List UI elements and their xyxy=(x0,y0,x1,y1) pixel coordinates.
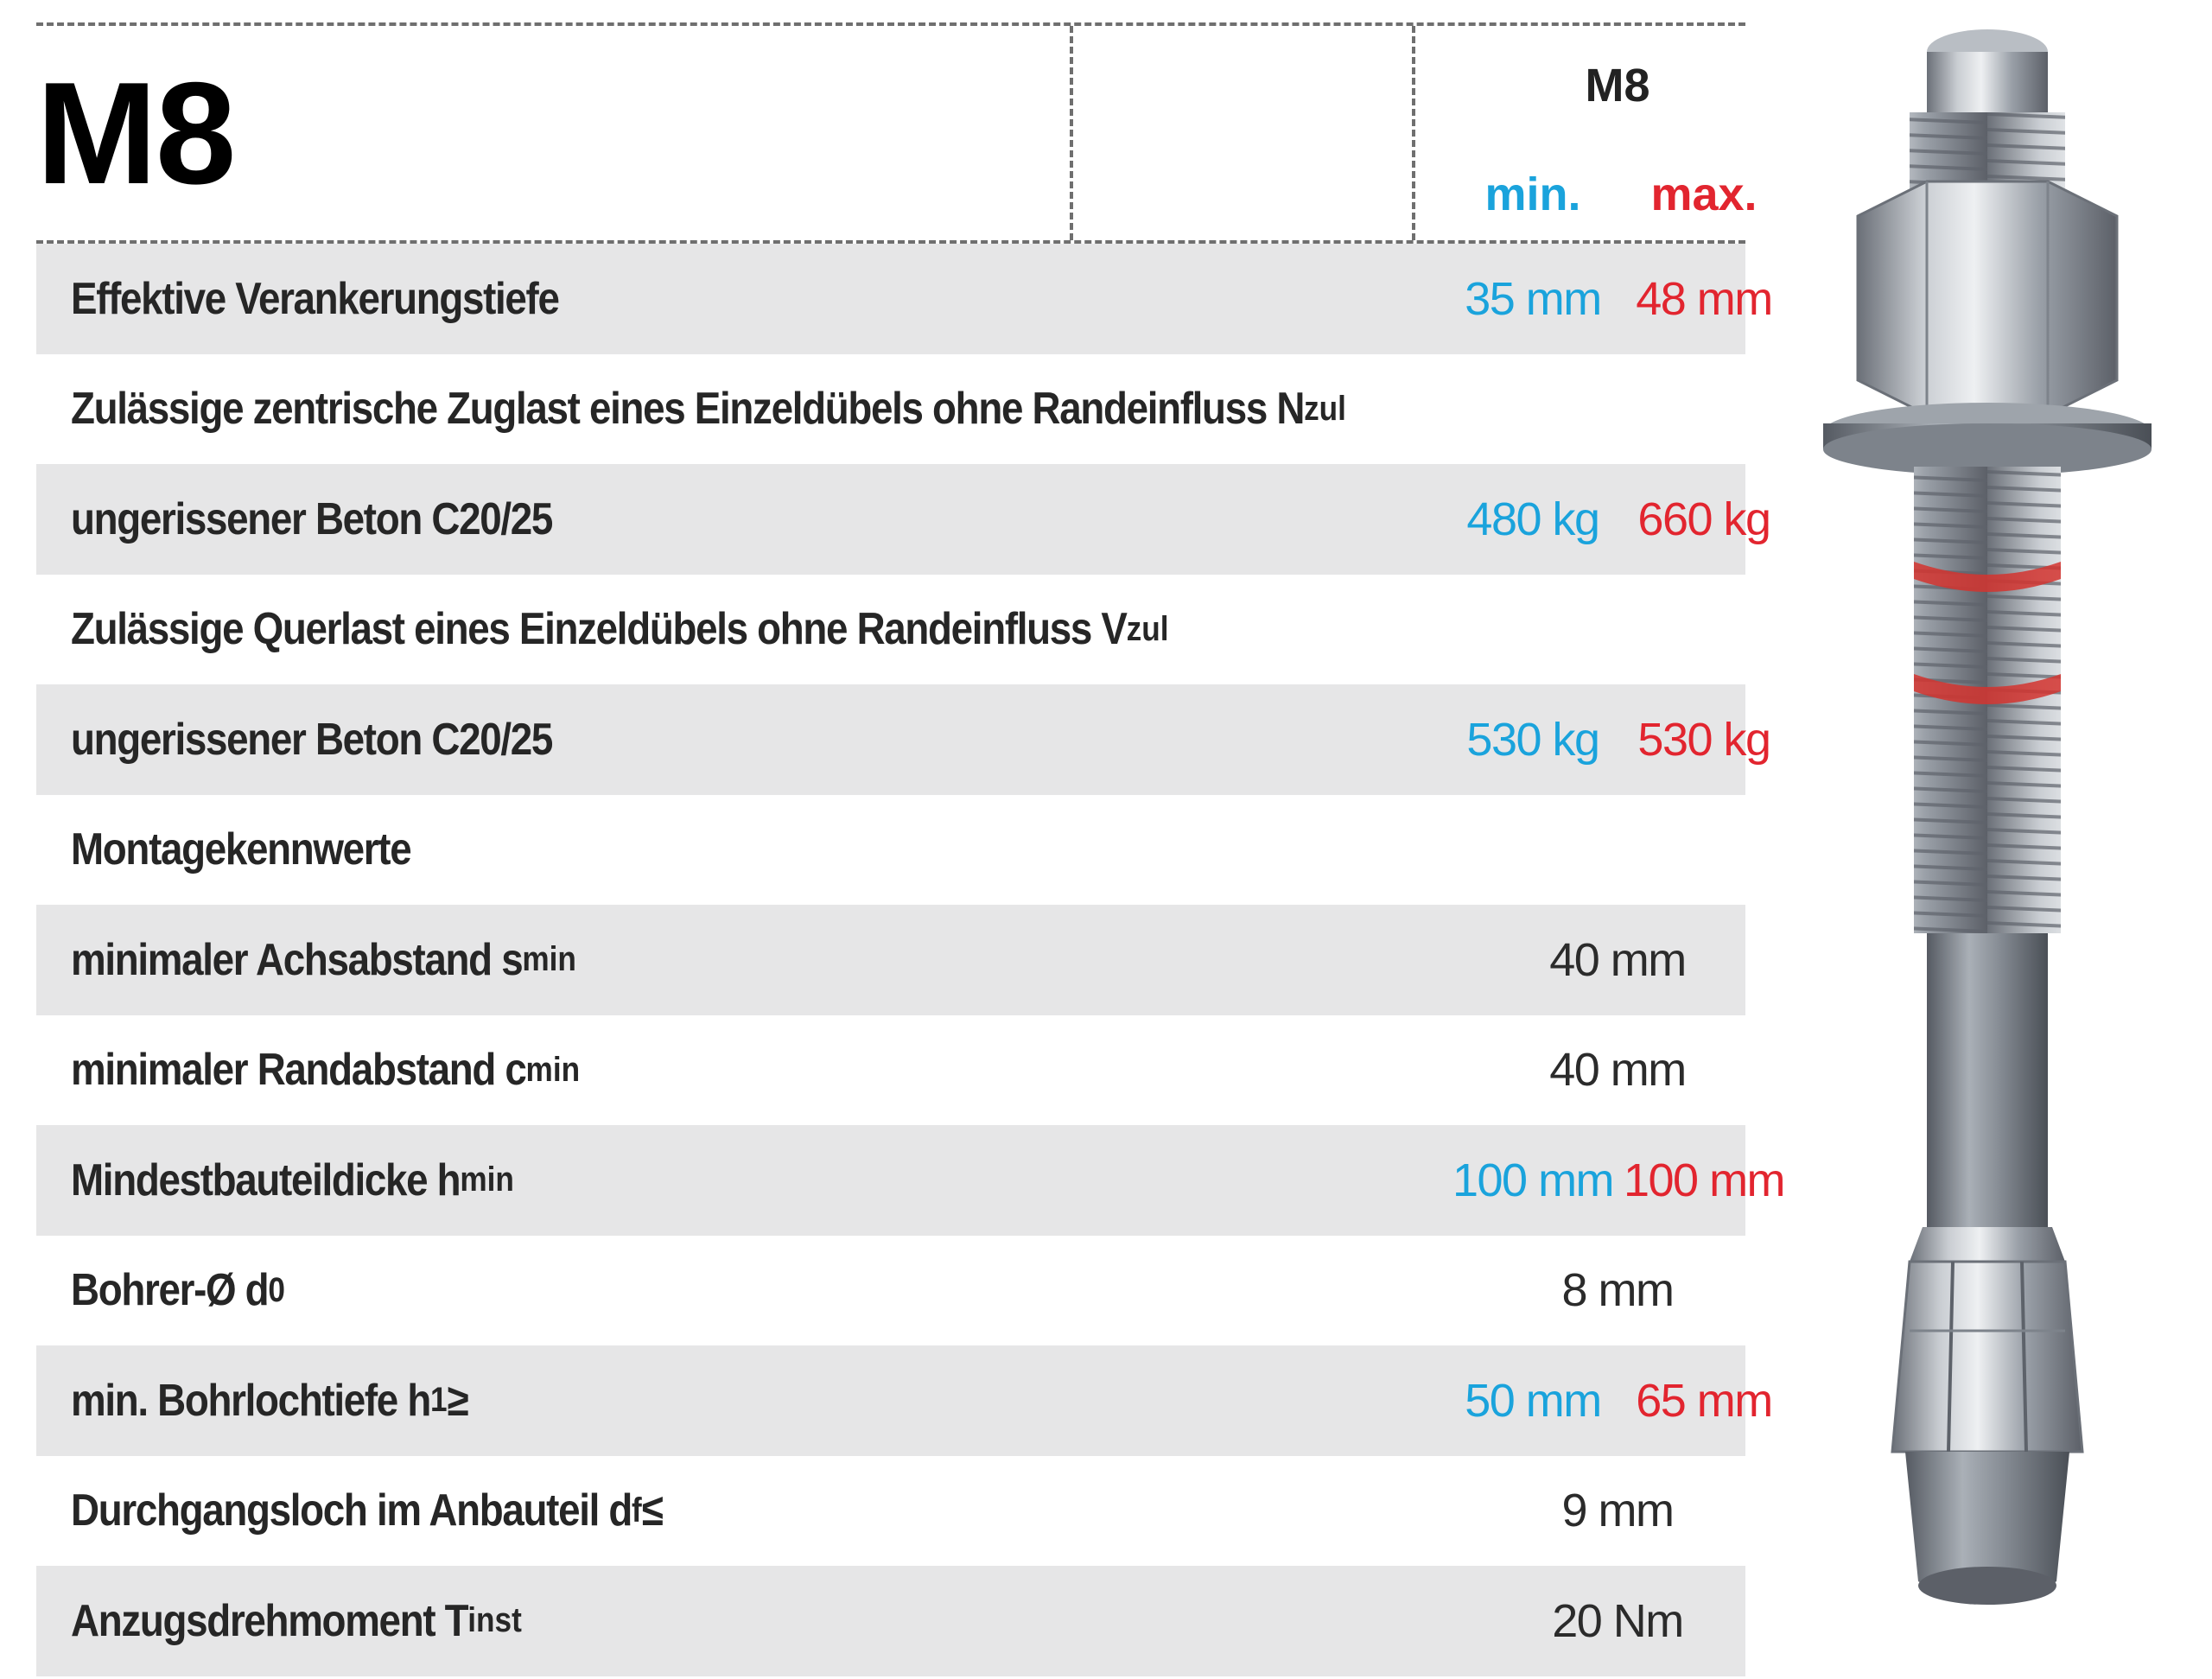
value: 40 mm xyxy=(1549,933,1686,986)
value: 9 mm xyxy=(1561,1485,1674,1537)
table-row xyxy=(36,905,1745,1015)
row-label: ungerissener Beton C20/25 xyxy=(71,714,553,765)
value: 40 mm xyxy=(1549,1044,1686,1097)
row-label: Anzugsdrehmoment T inst xyxy=(71,1595,522,1646)
table-row xyxy=(36,1125,1785,1236)
row-label: Bohrer-Ø d 0 xyxy=(71,1265,285,1316)
table-row xyxy=(36,795,1745,906)
max-value: 100 mm xyxy=(1623,1154,1785,1206)
min-value: 480 kg xyxy=(1466,493,1599,545)
min-column-header: min. xyxy=(1484,169,1581,220)
table-row xyxy=(36,244,1772,354)
row-label: Zulässige zentrische Zuglast eines Einzeldübels ohne Randeinfluss N zul xyxy=(71,384,1346,435)
spec-table xyxy=(36,244,1785,1676)
column-divider xyxy=(1070,26,1073,240)
min-value: 100 mm xyxy=(1452,1154,1614,1206)
min-value: 50 mm xyxy=(1465,1374,1601,1427)
table-row xyxy=(36,1236,1745,1346)
max-value: 48 mm xyxy=(1636,272,1772,325)
row-label: ungerissener Beton C20/25 xyxy=(71,493,553,544)
column-divider xyxy=(1412,26,1415,240)
table-row xyxy=(36,1015,1745,1126)
value: 8 mm xyxy=(1561,1264,1674,1317)
table-row xyxy=(36,575,1745,685)
max-column-header: max. xyxy=(1650,169,1758,220)
size-column-header: M8 xyxy=(1585,60,1650,111)
table-row xyxy=(36,354,1745,465)
value: 20 Nm xyxy=(1552,1594,1683,1647)
table-row xyxy=(36,464,1770,575)
table-row xyxy=(36,1456,1745,1567)
table-header xyxy=(36,22,1758,244)
min-value: 35 mm xyxy=(1465,272,1601,325)
spec-sheet xyxy=(36,22,1785,1676)
row-label: Mindestbauteildicke h min xyxy=(71,1154,514,1205)
row-label: minimaler Randabstand c min xyxy=(71,1045,581,1096)
row-label: Montagekennwerte xyxy=(71,824,411,875)
table-row xyxy=(36,1566,1745,1676)
wedge-anchor-bolt-icon xyxy=(1780,17,2195,1642)
table-row xyxy=(36,1345,1772,1456)
row-label: Zulässige Querlast eines Einzeldübels ohne Randeinfluss V zul xyxy=(71,604,1169,655)
row-label: Effektive Verankerungstiefe xyxy=(71,273,559,324)
row-label: minimaler Achsabstand s min xyxy=(71,934,576,985)
max-value: 660 kg xyxy=(1637,493,1770,545)
max-value: 65 mm xyxy=(1636,1374,1772,1427)
row-label: Durchgangsloch im Anbauteil d f ≤ xyxy=(71,1485,663,1536)
table-row xyxy=(36,684,1770,795)
min-value: 530 kg xyxy=(1466,713,1599,766)
row-label: min. Bohrlochtiefe h 1 ≥ xyxy=(71,1375,468,1426)
page-title: M8 xyxy=(36,52,235,214)
max-value: 530 kg xyxy=(1637,713,1770,766)
